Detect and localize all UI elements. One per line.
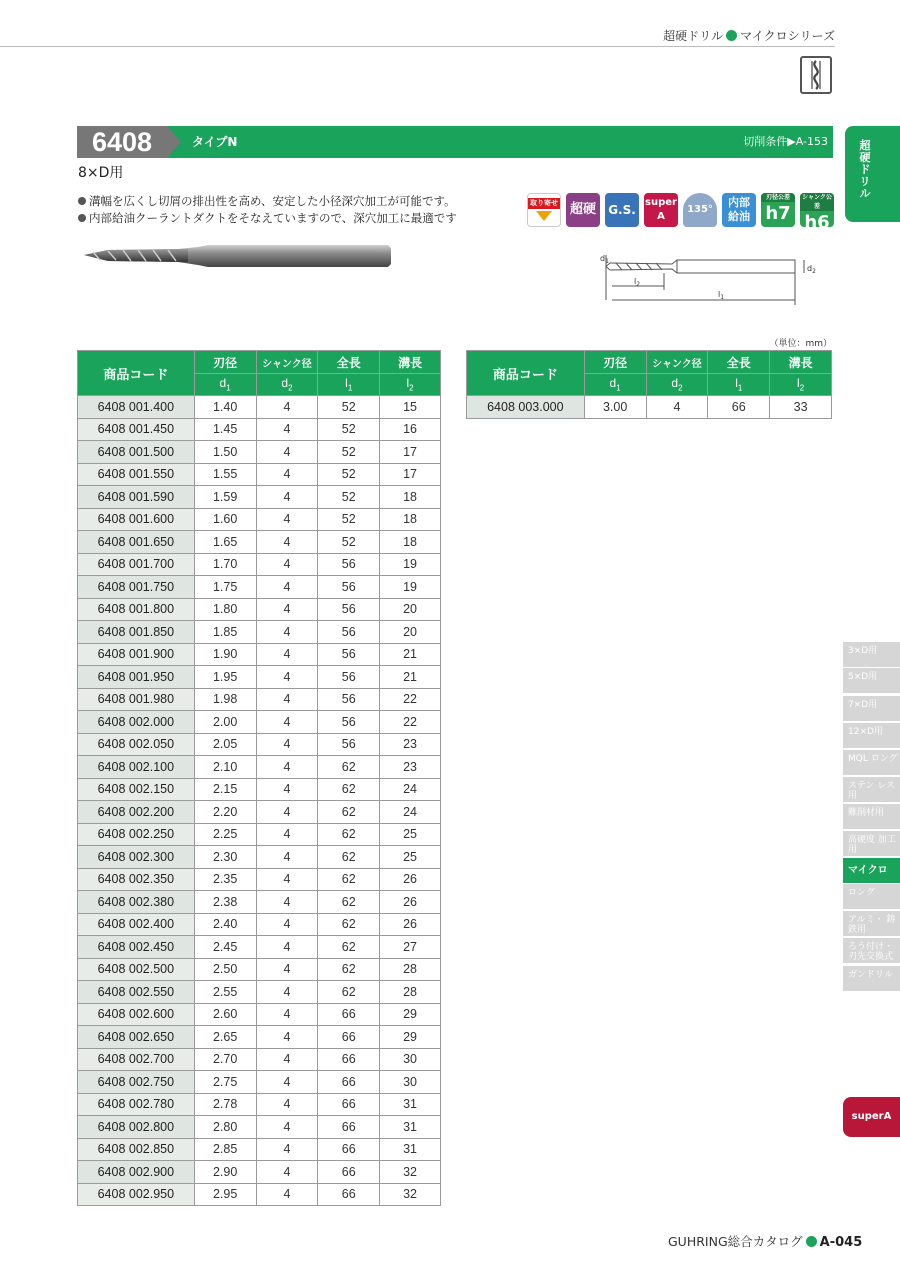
point-angle-badge: 135° — [683, 193, 717, 227]
cell-shank-dia: 4 — [256, 1071, 318, 1094]
cell-blade-dia: 2.90 — [194, 1161, 256, 1184]
table-row — [78, 711, 441, 734]
table-row — [78, 913, 441, 936]
cell-shank-dia: 4 — [256, 981, 318, 1004]
cell-flute-len: 18 — [380, 486, 441, 509]
cell-total-len: 56 — [318, 576, 380, 599]
cell-code: 6408 002.250 — [78, 823, 195, 846]
l2-label: $l_2$ — [634, 277, 641, 288]
cell-total-len: 62 — [318, 981, 380, 1004]
cell-shank-dia: 4 — [256, 531, 318, 554]
cell-code: 6408 002.350 — [78, 868, 195, 891]
col-blade-dia: 刃径 — [584, 351, 646, 374]
cell-code: 6408 002.380 — [78, 891, 195, 914]
cell-blade-dia: 1.60 — [194, 508, 256, 531]
cell-code: 6408 002.750 — [78, 1071, 195, 1094]
cell-blade-dia: 2.00 — [194, 711, 256, 734]
sidebar-item[interactable]: 7×D用 — [843, 696, 900, 722]
h6-tolerance-badge: シャンク公差 h6 — [800, 193, 834, 227]
cell-blade-dia: 1.55 — [194, 463, 256, 486]
cell-code: 6408 002.050 — [78, 733, 195, 756]
col-d1-symbol: $d_1$ — [584, 374, 646, 396]
cell-total-len: 66 — [318, 1003, 380, 1026]
cell-blade-dia: 2.40 — [194, 913, 256, 936]
table-row — [78, 643, 441, 666]
cell-blade-dia: 1.80 — [194, 598, 256, 621]
cell-code: 6408 001.500 — [78, 441, 195, 464]
cell-flute-len: 17 — [380, 441, 441, 464]
col-total-len: 全長 — [318, 351, 380, 374]
table-row — [78, 1026, 441, 1049]
cell-flute-len: 31 — [380, 1093, 441, 1116]
cell-flute-len: 20 — [380, 598, 441, 621]
sidebar-item[interactable]: ろう付け・ 刃先交換式 — [843, 938, 900, 964]
table-row — [78, 441, 441, 464]
cell-code: 6408 002.400 — [78, 913, 195, 936]
cell-blade-dia: 1.65 — [194, 531, 256, 554]
cell-flute-len: 23 — [380, 756, 441, 779]
cell-shank-dia: 4 — [256, 756, 318, 779]
table-row — [78, 621, 441, 644]
product-table-side — [466, 350, 832, 419]
cell-total-len: 52 — [318, 418, 380, 441]
table-row — [78, 418, 441, 441]
cell-shank-dia: 4 — [256, 1161, 318, 1184]
cell-code: 6408 002.300 — [78, 846, 195, 869]
cell-shank-dia: 4 — [256, 1003, 318, 1026]
cell-blade-dia: 2.35 — [194, 868, 256, 891]
cell-code: 6408 002.450 — [78, 936, 195, 959]
cell-total-len: 52 — [318, 508, 380, 531]
table-row — [78, 756, 441, 779]
table-row — [78, 598, 441, 621]
cell-blade-dia: 2.45 — [194, 936, 256, 959]
cell-blade-dia: 2.38 — [194, 891, 256, 914]
cell-shank-dia: 4 — [646, 396, 708, 419]
cell-flute-len: 28 — [380, 958, 441, 981]
cell-blade-dia: 2.05 — [194, 733, 256, 756]
cell-shank-dia: 4 — [256, 1183, 318, 1206]
cell-flute-len: 16 — [380, 418, 441, 441]
cell-blade-dia: 1.50 — [194, 441, 256, 464]
cell-flute-len: 31 — [380, 1138, 441, 1161]
cell-shank-dia: 4 — [256, 1138, 318, 1161]
cell-shank-dia: 4 — [256, 621, 318, 644]
cell-code: 6408 002.200 — [78, 801, 195, 824]
col-blade-dia: 刃径 — [194, 351, 256, 374]
cell-code: 6408 001.600 — [78, 508, 195, 531]
col-l1-symbol: $l_1$ — [708, 374, 770, 396]
cutting-conditions-link[interactable]: 切削条件▶A-153 — [743, 135, 828, 148]
cell-flute-len: 19 — [380, 576, 441, 599]
cell-blade-dia: 2.85 — [194, 1138, 256, 1161]
cell-shank-dia: 4 — [256, 958, 318, 981]
cell-shank-dia: 4 — [256, 688, 318, 711]
cell-flute-len: 25 — [380, 846, 441, 869]
cell-shank-dia: 4 — [256, 1048, 318, 1071]
table-row — [78, 868, 441, 891]
cell-blade-dia: 2.75 — [194, 1071, 256, 1094]
cell-code: 6408 002.550 — [78, 981, 195, 1004]
cell-total-len: 66 — [318, 1048, 380, 1071]
col-d2-symbol: $d_2$ — [256, 374, 318, 396]
table-row — [78, 823, 441, 846]
cell-shank-dia: 4 — [256, 508, 318, 531]
cell-blade-dia: 1.98 — [194, 688, 256, 711]
cell-flute-len: 18 — [380, 508, 441, 531]
green-dot-icon — [726, 30, 737, 41]
cell-total-len: 52 — [318, 396, 380, 419]
table-row — [467, 396, 832, 419]
cell-shank-dia: 4 — [256, 823, 318, 846]
cell-shank-dia: 4 — [256, 1026, 318, 1049]
table-row — [78, 733, 441, 756]
cell-code: 6408 002.000 — [78, 711, 195, 734]
table-row — [78, 936, 441, 959]
sidebar-item[interactable]: 3×D用 — [843, 642, 900, 668]
d2-label: $d_2$ — [807, 264, 816, 275]
cell-code: 6408 001.400 — [78, 396, 195, 419]
col-d1-symbol: $d_1$ — [194, 374, 256, 396]
cell-shank-dia: 4 — [256, 418, 318, 441]
cell-code: 6408 002.780 — [78, 1093, 195, 1116]
sidebar-main-tab-label: 超硬ドリル — [859, 139, 871, 200]
cell-shank-dia: 4 — [256, 598, 318, 621]
cell-flute-len: 21 — [380, 666, 441, 689]
cell-code: 6408 001.800 — [78, 598, 195, 621]
header-breadcrumb — [640, 27, 835, 44]
cell-total-len: 62 — [318, 891, 380, 914]
table-row — [78, 1138, 441, 1161]
cell-blade-dia: 2.78 — [194, 1093, 256, 1116]
cell-code: 6408 003.000 — [467, 396, 585, 419]
cell-shank-dia: 4 — [256, 913, 318, 936]
cell-flute-len: 32 — [380, 1161, 441, 1184]
cell-total-len: 62 — [318, 846, 380, 869]
cell-shank-dia: 4 — [256, 441, 318, 464]
cell-flute-len: 26 — [380, 868, 441, 891]
cell-flute-len: 22 — [380, 711, 441, 734]
carbide-badge: 超硬 — [566, 193, 600, 227]
cell-blade-dia: 2.80 — [194, 1116, 256, 1139]
bullet-dot-icon — [78, 214, 86, 222]
gs-badge: G.S. — [605, 193, 639, 227]
col-total-len: 全長 — [708, 351, 770, 374]
cell-code: 6408 001.450 — [78, 418, 195, 441]
footer — [668, 1232, 862, 1250]
cell-total-len: 52 — [318, 531, 380, 554]
cell-flute-len: 22 — [380, 688, 441, 711]
cell-flute-len: 30 — [380, 1048, 441, 1071]
table-row — [78, 1071, 441, 1094]
cell-code: 6408 002.600 — [78, 1003, 195, 1026]
bullet-dot-icon — [78, 197, 86, 205]
cell-flute-len: 30 — [380, 1071, 441, 1094]
cell-total-len: 66 — [318, 1093, 380, 1116]
cell-flute-len: 23 — [380, 733, 441, 756]
table-row — [78, 1161, 441, 1184]
cell-shank-dia: 4 — [256, 553, 318, 576]
cell-flute-len: 19 — [380, 553, 441, 576]
table-row — [78, 1093, 441, 1116]
cell-code: 6408 001.550 — [78, 463, 195, 486]
cell-blade-dia: 1.70 — [194, 553, 256, 576]
cell-blade-dia: 2.70 — [194, 1048, 256, 1071]
table-row — [78, 508, 441, 531]
cell-code: 6408 002.650 — [78, 1026, 195, 1049]
col-shank-dia: シャンク径 — [646, 351, 708, 374]
cell-code: 6408 001.750 — [78, 576, 195, 599]
table-row — [78, 778, 441, 801]
footer-catalog: GUHRING総合カタログ — [668, 1234, 803, 1249]
cell-blade-dia: 2.25 — [194, 823, 256, 846]
col-d2-symbol: $d_2$ — [646, 374, 708, 396]
cell-code: 6408 002.150 — [78, 778, 195, 801]
table-row — [78, 486, 441, 509]
bullet-2: 内部給油クーラントダクトをそなえていますので、深穴加工に最適です — [78, 210, 457, 226]
cell-flute-len: 21 — [380, 643, 441, 666]
subtitle: 8×D用 — [78, 165, 124, 181]
cell-total-len: 56 — [318, 688, 380, 711]
table-row — [78, 463, 441, 486]
cell-total-len: 52 — [318, 463, 380, 486]
cell-shank-dia: 4 — [256, 576, 318, 599]
cell-shank-dia: 4 — [256, 891, 318, 914]
cell-shank-dia: 4 — [256, 1093, 318, 1116]
cell-total-len: 52 — [318, 486, 380, 509]
col-l2-symbol: $l_2$ — [380, 374, 441, 396]
table-row — [78, 688, 441, 711]
cell-blade-dia: 3.00 — [584, 396, 646, 419]
cell-flute-len: 27 — [380, 936, 441, 959]
cell-blade-dia: 1.45 — [194, 418, 256, 441]
drill-icon — [800, 56, 832, 94]
cell-code: 6408 001.900 — [78, 643, 195, 666]
cell-blade-dia: 2.15 — [194, 778, 256, 801]
cell-total-len: 62 — [318, 913, 380, 936]
cell-total-len: 56 — [318, 666, 380, 689]
cell-total-len: 56 — [318, 711, 380, 734]
table-row — [78, 396, 441, 419]
cell-shank-dia: 4 — [256, 711, 318, 734]
cell-shank-dia: 4 — [256, 868, 318, 891]
drill-photo — [78, 240, 393, 274]
table-row — [78, 1116, 441, 1139]
table-row — [78, 666, 441, 689]
cell-shank-dia: 4 — [256, 801, 318, 824]
table-row — [78, 801, 441, 824]
cell-blade-dia: 1.59 — [194, 486, 256, 509]
cell-code: 6408 002.900 — [78, 1161, 195, 1184]
sidebar-super-a-tab[interactable]: superA — [843, 1097, 900, 1137]
cell-shank-dia: 4 — [256, 463, 318, 486]
cell-blade-dia: 2.65 — [194, 1026, 256, 1049]
table-row — [78, 553, 441, 576]
cell-total-len: 52 — [318, 441, 380, 464]
col-code: 商品コード — [467, 351, 585, 396]
cell-total-len: 66 — [318, 1161, 380, 1184]
sidebar-item[interactable]: アルミ・ 鋳鉄用 — [843, 911, 900, 937]
sidebar-item[interactable]: 難削材用 — [843, 804, 900, 830]
cell-flute-len: 33 — [770, 396, 832, 419]
cell-blade-dia: 2.10 — [194, 756, 256, 779]
cell-code: 6408 001.950 — [78, 666, 195, 689]
cell-shank-dia: 4 — [256, 643, 318, 666]
cell-blade-dia: 1.75 — [194, 576, 256, 599]
sidebar-item[interactable]: 12×D用 — [843, 723, 900, 749]
col-l1-symbol: $l_1$ — [318, 374, 380, 396]
table-row — [78, 981, 441, 1004]
cell-blade-dia: 2.95 — [194, 1183, 256, 1206]
cell-shank-dia: 4 — [256, 666, 318, 689]
cell-total-len: 66 — [318, 1138, 380, 1161]
table-row — [78, 958, 441, 981]
cell-code: 6408 002.950 — [78, 1183, 195, 1206]
series-number: 6408 — [77, 126, 167, 158]
col-code: 商品コード — [78, 351, 195, 396]
super-a-badge: super A — [644, 193, 678, 227]
unit-note: （単位：mm） — [769, 339, 832, 349]
header-series: マイクロシリーズ — [740, 29, 835, 43]
cell-shank-dia: 4 — [256, 778, 318, 801]
cell-total-len: 62 — [318, 868, 380, 891]
cell-flute-len: 32 — [380, 1183, 441, 1206]
cell-shank-dia: 4 — [256, 1116, 318, 1139]
cell-total-len: 66 — [318, 1116, 380, 1139]
cell-shank-dia: 4 — [256, 846, 318, 869]
sidebar-item[interactable]: ガンドリル — [843, 966, 900, 992]
cell-total-len: 56 — [318, 553, 380, 576]
green-dot-icon — [806, 1236, 817, 1247]
cell-blade-dia: 1.90 — [194, 643, 256, 666]
cell-blade-dia: 1.85 — [194, 621, 256, 644]
header-category: 超硬ドリル — [663, 29, 724, 43]
sidebar-item[interactable]: マイクロ — [843, 858, 900, 884]
cell-flute-len: 25 — [380, 823, 441, 846]
table-row — [78, 1183, 441, 1206]
l1-label: $l_1$ — [718, 290, 725, 301]
cell-total-len: 56 — [318, 643, 380, 666]
table-row — [78, 531, 441, 554]
col-flute-len: 溝長 — [380, 351, 441, 374]
cell-total-len: 56 — [318, 621, 380, 644]
cell-total-len: 66 — [318, 1183, 380, 1206]
sidebar-item[interactable]: 高硬度 加工用 — [843, 831, 900, 857]
cell-total-len: 62 — [318, 958, 380, 981]
sidebar-item[interactable]: MQL ロング — [843, 750, 900, 776]
cell-blade-dia: 2.55 — [194, 981, 256, 1004]
cell-flute-len: 28 — [380, 981, 441, 1004]
cell-flute-len: 17 — [380, 463, 441, 486]
cell-flute-len: 15 — [380, 396, 441, 419]
product-table-main — [77, 350, 441, 1206]
cell-code: 6408 002.800 — [78, 1116, 195, 1139]
table-row — [78, 576, 441, 599]
cell-blade-dia: 2.60 — [194, 1003, 256, 1026]
cell-total-len: 56 — [318, 733, 380, 756]
dimension-diagram — [592, 250, 832, 320]
cell-total-len: 62 — [318, 801, 380, 824]
sidebar-item[interactable]: 5×D用 — [843, 668, 900, 694]
cell-flute-len: 18 — [380, 531, 441, 554]
col-flute-len: 溝長 — [770, 351, 832, 374]
cell-total-len: 66 — [318, 1026, 380, 1049]
cell-flute-len: 31 — [380, 1116, 441, 1139]
cell-flute-len: 20 — [380, 621, 441, 644]
header-divider — [0, 46, 835, 47]
col-l2-symbol: $l_2$ — [770, 374, 832, 396]
cell-shank-dia: 4 — [256, 936, 318, 959]
cell-blade-dia: 1.40 — [194, 396, 256, 419]
cell-flute-len: 24 — [380, 801, 441, 824]
cell-code: 6408 002.850 — [78, 1138, 195, 1161]
bullet-1: 溝幅を広くし切屑の排出性を高め、安定した小径深穴加工が可能です。 — [78, 193, 456, 209]
page-number: A-045 — [819, 1235, 863, 1250]
cell-code: 6408 001.650 — [78, 531, 195, 554]
cell-total-len: 62 — [318, 778, 380, 801]
cell-blade-dia: 2.50 — [194, 958, 256, 981]
cell-code: 6408 002.500 — [78, 958, 195, 981]
col-shank-dia: シャンク径 — [256, 351, 318, 374]
cell-total-len: 56 — [318, 598, 380, 621]
sidebar-item[interactable]: ロング — [843, 884, 900, 910]
cell-flute-len: 29 — [380, 1026, 441, 1049]
cell-code: 6408 001.850 — [78, 621, 195, 644]
cell-blade-dia: 1.95 — [194, 666, 256, 689]
cell-shank-dia: 4 — [256, 486, 318, 509]
cell-total-len: 66 — [318, 1071, 380, 1094]
cell-blade-dia: 2.20 — [194, 801, 256, 824]
sidebar-item[interactable]: ステン レス用 — [843, 777, 900, 803]
cell-code: 6408 002.100 — [78, 756, 195, 779]
cell-code: 6408 001.700 — [78, 553, 195, 576]
table-row — [78, 891, 441, 914]
cell-code: 6408 001.980 — [78, 688, 195, 711]
cell-flute-len: 24 — [380, 778, 441, 801]
cell-total-len: 66 — [708, 396, 770, 419]
type-label: タイプN — [192, 135, 238, 149]
cell-total-len: 62 — [318, 936, 380, 959]
table-row — [78, 1003, 441, 1026]
cell-blade-dia: 2.30 — [194, 846, 256, 869]
cell-code: 6408 002.700 — [78, 1048, 195, 1071]
cell-total-len: 62 — [318, 823, 380, 846]
d1-label: $d_1$ — [600, 254, 609, 265]
table-row — [78, 846, 441, 869]
cell-flute-len: 29 — [380, 1003, 441, 1026]
cell-shank-dia: 4 — [256, 396, 318, 419]
h7-tolerance-badge: 刃径公差 h7 — [761, 193, 795, 227]
cell-flute-len: 26 — [380, 891, 441, 914]
table-row — [78, 1048, 441, 1071]
cell-total-len: 62 — [318, 756, 380, 779]
arrow-icon — [167, 126, 181, 158]
internal-coolant-badge: 内部 給油 — [722, 193, 756, 227]
order-badge: 取り寄せ — [527, 193, 561, 227]
cell-code: 6408 001.590 — [78, 486, 195, 509]
cell-flute-len: 26 — [380, 913, 441, 936]
cell-shank-dia: 4 — [256, 733, 318, 756]
